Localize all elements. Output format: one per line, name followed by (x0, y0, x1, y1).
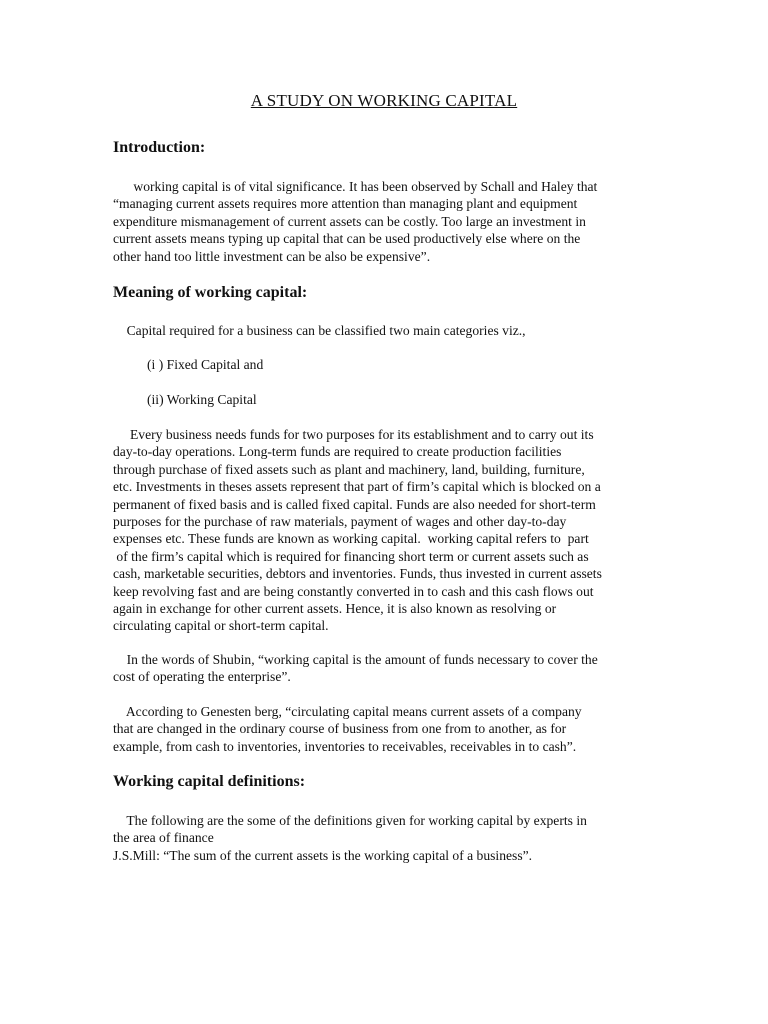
text-line: expenses etc. These funds are known as working capital. working capital refers to part (113, 531, 589, 547)
text-line: circulating capital or short-term capital. (113, 618, 329, 634)
text-line: day-to-day operations. Long-term funds are required to create production facilities (113, 444, 562, 460)
text-line: other hand too little investment can be also be expensive”. (113, 248, 431, 264)
text-line: cash, marketable securities, debtors and inventories. Funds, thus invested in current assets (113, 566, 602, 582)
text-line: current assets means typing up capital that can be used productively else where on the (113, 231, 581, 247)
text-line: again in exchange for other current assets. Hence, it is also known as resolving or (113, 601, 557, 617)
meaning-body-paragraph (113, 426, 658, 635)
text-line: permanent of fixed basis and is called fixed capital. Funds are also needed for short-term (113, 496, 596, 512)
text-line: example, from cash to inventories, inventories to receivables, receivables in to cash”. (113, 738, 577, 754)
text-line: “managing current assets requires more attention than managing plant and equipment (113, 196, 578, 212)
text-line: purposes for the purchase of raw materials, payment of wages and other day-to-day (113, 514, 567, 530)
document-title: A STUDY ON WORKING CAPITAL (250, 91, 518, 110)
definitions-paragraph (113, 812, 658, 864)
introduction-heading: Introduction: (113, 139, 206, 156)
text-line: working capital is of vital significance. It has been observed by Schall and Haley that (113, 179, 598, 194)
text-line: Every business needs funds for two purposes for its establishment and to carry out its (113, 427, 594, 442)
text-line: J.S.Mill: “The sum of the current assets is the working capital of a business”. (113, 847, 533, 863)
text-line: of the firm’s capital which is required for financing short term or current assets such as (113, 548, 589, 564)
text-line: expenditure mismanagement of current assets can be costly. Too large an investment in (113, 213, 586, 229)
meaning-heading: Meaning of working capital: (113, 284, 308, 301)
text-line: According to Genesten berg, “circulating capital means current assets of a company (113, 704, 582, 719)
text-line: that are changed in the ordinary course of business from one from to another, as for (113, 721, 567, 737)
genesten-quote-paragraph (113, 703, 658, 755)
list-item-working-capital: (ii) Working Capital (147, 392, 257, 407)
text-line: etc. Investments in theses assets represent that part of firm’s capital which is blocked on a (113, 479, 601, 495)
meaning-intro-paragraph (113, 322, 658, 339)
text-line: Capital required for a business can be classified two main categories viz., (113, 323, 526, 338)
list-item-fixed-capital: (i ) Fixed Capital and (147, 357, 264, 372)
text-line: In the words of Shubin, “working capital is the amount of funds necessary to cover the (113, 652, 598, 667)
text-line: The following are the some of the definitions given for working capital by experts in (113, 813, 587, 828)
text-line: keep revolving fast and are being constantly converted in to cash and this cash flows out (113, 583, 594, 599)
text-line: cost of operating the enterprise”. (113, 669, 291, 685)
introduction-paragraph (113, 178, 658, 265)
text-line: the area of finance (113, 830, 214, 846)
shubin-quote-paragraph (113, 651, 658, 686)
definitions-heading: Working capital definitions: (113, 773, 306, 790)
text-line: through purchase of fixed assets such as plant and machinery, land, building, furniture, (113, 461, 585, 477)
